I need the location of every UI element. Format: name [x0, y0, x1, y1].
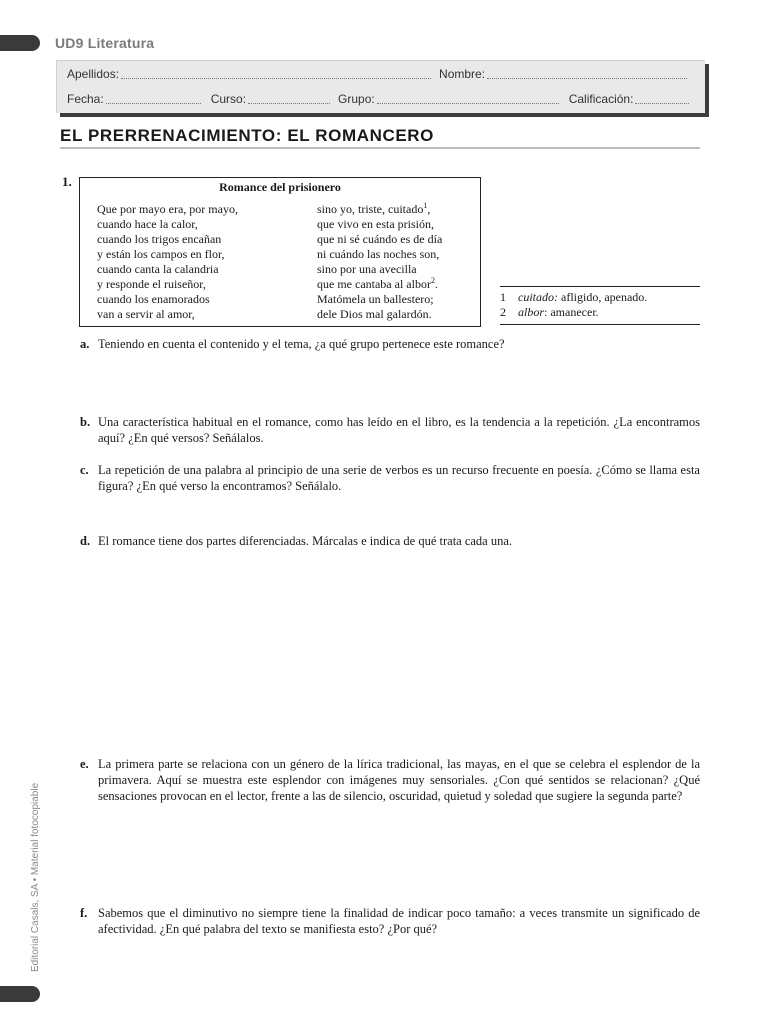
calificacion-field[interactable] [635, 92, 689, 104]
footnote-term: cuitado: [518, 290, 558, 304]
question-a [80, 336, 700, 352]
poem-verse-with-note [317, 277, 442, 292]
nombre-field[interactable] [487, 67, 687, 79]
footnote-ref: 1 [423, 201, 428, 210]
grupo-label: Grupo: [338, 92, 375, 106]
question-text: Una característica habitual en el romance, como has leído en el libro, es la tendencia a la repetición. ¿La encontramos aquí? ¿En qué versos? Señálalos. [98, 415, 700, 445]
question-label: e. [80, 757, 89, 771]
curso-label: Curso: [210, 92, 247, 106]
question-f [80, 905, 700, 937]
form-row-2 [67, 92, 689, 106]
poem-verse: cuando canta la calandria [97, 262, 219, 276]
nombre-label: Nombre: [439, 67, 486, 81]
question-label: d. [80, 534, 91, 548]
poem-verse: sino yo, triste, cuitado [317, 202, 424, 216]
poem-column-2 [317, 202, 442, 322]
poem-verse: ni cuándo las noches son, [317, 247, 440, 261]
poem-column-1 [97, 202, 238, 322]
apellidos-label: Apellidos: [67, 67, 120, 81]
grupo-field[interactable] [377, 92, 559, 104]
question-text: La primera parte se relaciona con un género de la lírica tradicional, las mayas, en el que se celebra el esplendor de la primavera. Aquí se muestra este esplendor con imágenes muy sensoriales. ¿Con qué sentidos se relacionan? ¿Qué sensaciones provocan en el lector, frente a las de silencio, oscuridad, quietud y soledad que sugiere la segunda parte? [98, 757, 700, 803]
publisher-side-text: Editorial Casals, SA • Material fotocopiable [30, 782, 41, 972]
poem-verse: dele Dios mal galardón. [317, 307, 432, 321]
question-text: La repetición de una palabra al principio de una serie de verbos es un recurso frecuente en poesía. ¿Cómo se llama esta figura? ¿En qué verso la encontramos? Señálalo. [98, 463, 700, 493]
poem-box [79, 177, 481, 327]
poem-verse: que me cantaba al albor [317, 277, 431, 291]
poem-verse: que ni sé cuándo es de día [317, 232, 443, 246]
poem-verse: y responde el ruiseñor, [97, 277, 206, 291]
poem-verse: Que por mayo era, por mayo, [97, 202, 238, 216]
poem-title: Romance del prisionero [219, 180, 341, 194]
question-c [80, 462, 700, 494]
page-title: EL PRERRENACIMIENTO: EL ROMANCERO [60, 126, 434, 145]
poem-verse: que vivo en esta prisión, [317, 217, 434, 231]
calificacion-label: Calificación: [568, 92, 634, 106]
question-e [80, 756, 700, 804]
form-row-1 [67, 67, 687, 81]
poem-verse-with-note [317, 202, 442, 217]
footnote-definition: afligido, apenado. [558, 290, 648, 304]
apellidos-field[interactable] [121, 67, 431, 79]
verse-punct: , [427, 202, 431, 216]
fecha-label: Fecha: [67, 92, 104, 106]
page-tab-bottom [0, 986, 40, 1002]
poem-verse: cuando los trigos encañan [97, 232, 222, 246]
footnote-ref: 2 [430, 276, 435, 285]
footnote-definition: : amanecer. [544, 305, 599, 319]
poem-verse: van a servir al amor, [97, 307, 195, 321]
question-label: a. [80, 337, 90, 351]
question-text: El romance tiene dos partes diferenciadas. Márcalas e indica de qué trata cada una. [98, 534, 513, 548]
notes-divider-bottom [500, 324, 700, 325]
question-label: c. [80, 463, 89, 477]
footnote-number: 2 [500, 305, 506, 319]
question-label: b. [80, 415, 91, 429]
poem-verse: Matómela un ballestero; [317, 292, 434, 306]
question-label: f. [80, 906, 88, 920]
exercise-number: 1. [62, 174, 72, 189]
poem-verse: y están los campos en flor, [97, 247, 225, 261]
question-d [80, 533, 700, 549]
poem-verse: cuando los enamorados [97, 292, 210, 306]
student-form [56, 60, 705, 113]
unit-label: UD9 Literatura [55, 35, 155, 51]
question-text: Sabemos que el diminutivo no siempre tiene la finalidad de indicar poco tamaño: a veces transmite un significado de afectividad. ¿En qué palabra del texto se manifiesta esto? ¿Por qué? [98, 906, 700, 936]
footnote-1 [500, 290, 647, 305]
footnote-term: albor [518, 305, 545, 319]
poem-verse: cuando hace la calor, [97, 217, 198, 231]
footnote-number: 1 [500, 290, 506, 304]
curso-field[interactable] [248, 92, 330, 104]
question-text: Teniendo en cuenta el contenido y el tema, ¿a qué grupo pertenece este romance? [98, 337, 505, 351]
verse-punct: . [434, 277, 438, 291]
title-divider [60, 147, 700, 149]
fecha-field[interactable] [106, 92, 201, 104]
poem-verse: sino por una avecilla [317, 262, 417, 276]
notes-divider-top [500, 286, 700, 287]
page-tab-top [0, 35, 40, 51]
question-b [80, 414, 700, 446]
footnote-2 [500, 305, 599, 320]
